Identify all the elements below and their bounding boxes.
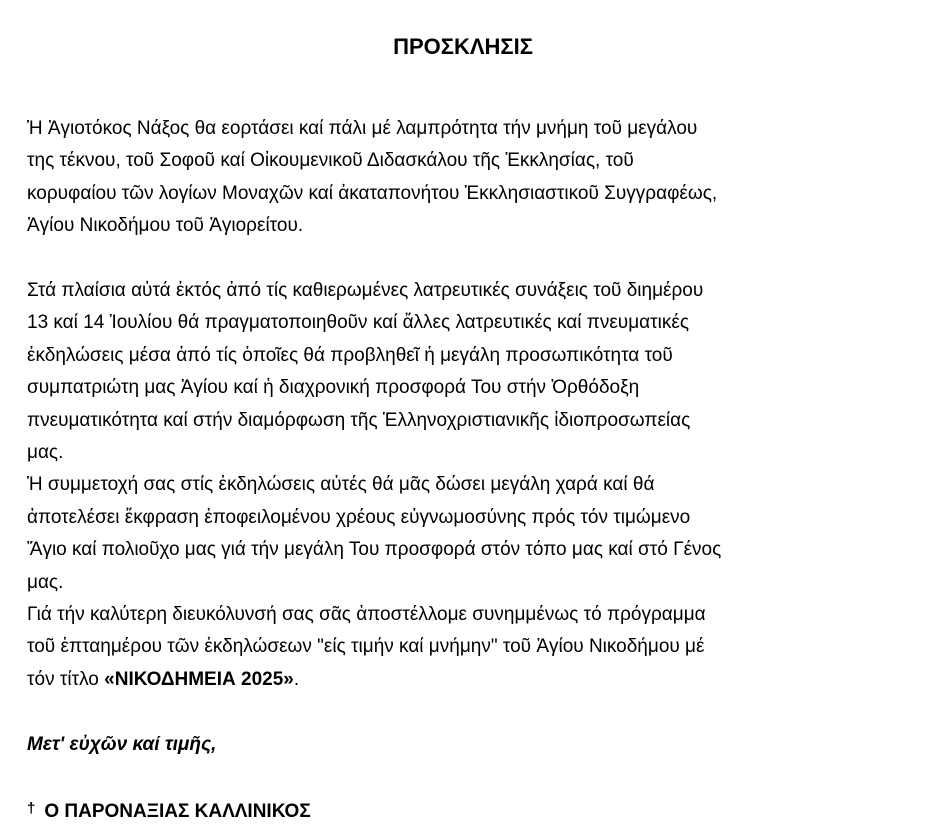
paragraph-intro <box>27 113 907 243</box>
text-line: μας. <box>27 571 64 593</box>
text-line-program-title <box>27 664 907 696</box>
paragraph-program <box>27 599 907 696</box>
paragraph-participation <box>27 469 907 599</box>
text-line: Ἡ Ἁγιοτόκος Νάξος θα εορτάσει καί πάλι μέ λαμπρότητα τήν μνήμη τοῦ μεγάλου <box>27 118 698 139</box>
signatory-name: Ο ΠΑΡΟΝΑΞΙΑΣ ΚΑΛΛΙΝΙΚΟΣ <box>44 801 311 823</box>
program-title-prefix: τόν τίτλο <box>27 668 105 690</box>
program-title: «ΝΙΚΟΔΗΜΕΙΑ 2025» <box>104 668 294 690</box>
text-line: ἀποτελέσει ἔκφραση ἐποφειλομένου χρέους εὐγνωμοσύνης πρός τόν τιμώμενο <box>27 506 691 528</box>
text-line: Ἡ συμμετοχή σας στίς ἐκδηλώσεις αὐτές θά μᾶς δώσει μεγάλη χαρά καί θά <box>27 474 655 496</box>
closing-salutation: Μετ' εὐχῶν καί τιμῆς, <box>27 733 217 755</box>
text-line: τοῦ ἑπταημέρου τῶν ἐκδηλώσεων "είς τιμήν καί μνήμην" τοῦ Ἁγίου Νικοδήμου μέ <box>27 636 705 658</box>
signature-block <box>27 793 907 828</box>
paragraph-spacer <box>27 761 907 793</box>
text-line: ἐκδηλώσεις μέσα ἀπό τίς ὁποῖες θά προβληθεῖ ἡ μεγάλη προσωπικότητα τοῦ <box>27 344 673 366</box>
document-title: ΠΡΟΣΚΛΗΣΙΣ <box>393 34 533 59</box>
closing-paragraph <box>27 729 907 761</box>
text-line: Ἁγίου Νικοδήμου τοῦ Ἁγιορείτου. <box>27 215 304 237</box>
text-line: μας. <box>27 442 64 464</box>
text-line: συμπατριώτη μας Ἁγίου καί ἡ διαχρονική προσφορά Του στήν Ὀρθόδοξη <box>27 377 640 399</box>
text-line: Γιά τήν καλύτερη διευκόλυνσή σας σᾶς ἀποστέλλομε συνημμένως τό πρόγραμμα <box>27 604 706 626</box>
signature-line <box>27 793 907 828</box>
text-line: της τέκνου, τοῦ Σοφοῦ καί Οἰκουμενικοῦ Διδασκάλου τῆς Ἐκκλησίας, τοῦ <box>27 150 634 172</box>
cross-icon: † <box>27 800 36 818</box>
text-line: 13 καί 14 Ἰουλίου θά πραγματοποιηθοῦν καί ἄλλες λατρευτικές καί πνευματικές <box>27 312 689 334</box>
paragraph-events <box>27 275 907 469</box>
program-title-suffix: . <box>293 668 300 690</box>
text-line: πνευματικότητα καί στήν διαμόρφωση τῆς Ἑλληνοχριστιανικῆς ἰδιοπροσωπείας <box>27 409 691 431</box>
text-line: Ἅγιο καί πολιοῦχο μας γιά τήν μεγάλη Του προσφορά στόν τόπο μας καί στό Γένος <box>27 539 722 561</box>
text-line: κορυφαίου τῶν λογίων Μοναχῶν καί ἀκαταπονήτου Ἐκκλησιαστικοῦ Συγγραφέως, <box>27 182 718 204</box>
text-line: Στά πλαίσια αὐτά ἐκτός ἀπό τίς καθιερωμένες λατρευτικές συνάξεις τοῦ διημέρου <box>27 280 704 302</box>
letter-body <box>27 113 907 829</box>
paragraph-spacer <box>27 243 907 275</box>
paragraph-spacer <box>27 696 907 728</box>
